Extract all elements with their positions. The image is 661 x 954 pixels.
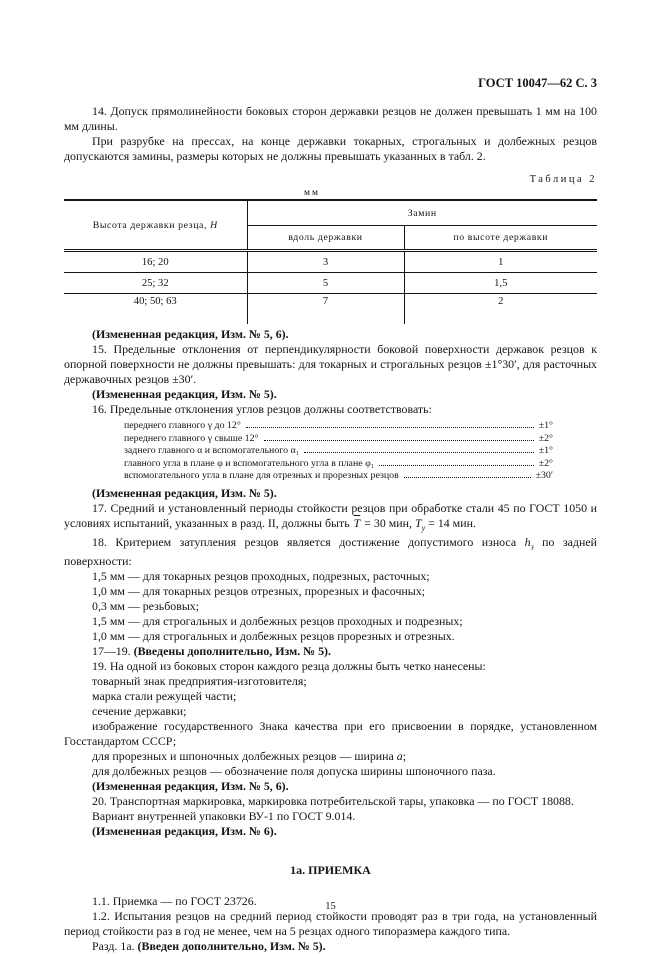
section-note-bold: (Введен дополнительно, Изм. № 5). — [137, 939, 326, 954]
tolerance-value: ±30′ — [535, 470, 553, 481]
table-row — [64, 273, 597, 294]
note-prefix: 17—19. — [92, 644, 134, 659]
table-col-header-height — [64, 200, 247, 251]
tolerance-list — [124, 420, 553, 483]
dot-leader — [379, 465, 533, 466]
paragraph-17 — [64, 501, 597, 535]
paragraph-20: 20. Транспортная маркировка, маркировка потребительской тары, упаковка — по ГОСТ 18088. — [92, 794, 574, 809]
paragraph-19: 19. На одной из боковых сторон каждого резца должны быть четко нанесены: — [92, 659, 486, 674]
marking-item: для долбежных резцов — обозначение поля допуска ширины шпоночного паза. — [92, 764, 496, 779]
paragraphs-17-19-note — [64, 644, 597, 659]
amendment-note: (Измененная редакция, Изм. № 6). — [92, 824, 277, 839]
t-set-base: T — [414, 515, 422, 530]
tolerance-label: главного угла в плане φ и вспомогательного угла в плане φ₁ — [124, 457, 375, 469]
table-unit-label: мм — [304, 188, 321, 198]
table-2 — [64, 199, 597, 324]
amendment-note: (Измененная редакция, Изм. № 5, 6). — [92, 779, 289, 794]
marking-item: марка стали режущей части; — [92, 689, 237, 704]
table-row — [64, 251, 597, 273]
paragraph-18-text: по задней поверхности: — [64, 534, 597, 569]
dot-leader — [304, 452, 534, 453]
table-subheader-along: вдоль державки — [247, 226, 404, 251]
tolerance-value: ±1° — [538, 420, 553, 431]
amendment-note: (Измененная редакция, Изм. № 5). — [92, 485, 277, 500]
tolerance-row — [124, 470, 553, 483]
cell-along: 7 — [247, 294, 404, 325]
wear-item: 1,0 мм — для строгальных и долбежных резцов прорезных и отрезных. — [92, 629, 455, 644]
tolerance-row — [124, 445, 553, 458]
tolerance-value: ±1° — [538, 445, 553, 456]
cell-along: 5 — [247, 273, 404, 294]
table-row — [64, 294, 597, 325]
col-header-symbol: Н — [210, 219, 218, 231]
page-number: 15 — [325, 901, 336, 912]
paragraph-16: 16. Предельные отклонения углов резцов должны соответствовать: — [92, 402, 432, 416]
paragraph-14-cont: При разрубке на прессах, на конце державки токарных, строгальных и долбежных резцов допускаются замины, размеры которых не должны превышать указанных в табл. 2. — [64, 134, 597, 163]
col-header-text: Высота державки резца, — [92, 219, 211, 231]
tolerance-label: переднего главного γ свыше 12° — [124, 432, 259, 444]
marking-item-text: ; — [402, 749, 407, 764]
wear-item: 1,5 мм — для токарных резцов проходных, подрезных, расточных; — [92, 569, 430, 584]
paragraph-1-2: 1.2. Испытания резцов на средний период стойкости проводят раз в три года, на установленный период стойкости раз в год не менее, чем на 5 резцах одного типоразмера каждого типа. — [64, 909, 597, 939]
note-bold: (Введены дополнительно, Изм. № 5). — [133, 644, 331, 659]
tolerance-label: заднего главного α и вспомогательного α₁ — [124, 445, 300, 456]
paragraph-17-text: = 14 мин. — [425, 515, 476, 530]
tolerance-label: вспомогательного угла в плане для отрезных и прорезных резцов — [124, 470, 399, 481]
table-group-header: Замин — [247, 200, 597, 226]
dot-leader — [246, 427, 534, 428]
tolerance-value: ±2° — [538, 457, 553, 469]
wear-item: 1,5 мм — для строгальных и долбежных резцов проходных и подрезных; — [92, 614, 463, 629]
tolerance-value: ±2° — [538, 432, 553, 444]
cell-along: 3 — [247, 251, 404, 273]
marking-item: товарный знак предприятия-изготовителя; — [92, 674, 307, 689]
wear-symbol — [524, 534, 534, 552]
paragraph-1-1: 1.1. Приемка — по ГОСТ 23726. — [92, 894, 257, 909]
cell-height-range: 40; 50; 63 — [64, 294, 247, 325]
section-title-acceptance: 1а. ПРИЕМКА — [290, 863, 371, 878]
marking-item: сечение державки; — [92, 704, 187, 719]
table-subheader-byheight: по высоте державки — [404, 226, 597, 251]
paragraph-17-text: = 30 мин, — [361, 515, 415, 530]
paragraph-17-text: 17. Средний и установленный периоды стойкости резцов при обработке стали 45 по ГОСТ 1050 и условиях испытаний, указанных в разд. II, должны быть — [64, 500, 597, 530]
t-mean-symbol: $\overline{T}$ — [353, 515, 361, 530]
tolerance-row — [124, 433, 553, 446]
page — [64, 0, 597, 954]
marking-item-width — [64, 749, 597, 764]
cell-height-range: 16; 20 — [141, 256, 169, 268]
tolerance-row — [124, 420, 553, 433]
cell-height-range: 25; 32 — [64, 273, 247, 294]
doc-reference: ГОСТ 10047—62 С. 3 — [478, 76, 597, 90]
cell-byheight: 1,5 — [404, 273, 597, 294]
amendment-note: (Измененная редакция, Изм. № 5). — [92, 387, 277, 401]
t-set-symbol — [415, 516, 425, 530]
paragraph-18 — [64, 535, 597, 569]
wear-base: h — [524, 534, 531, 549]
dot-leader — [404, 477, 531, 478]
tolerance-label: переднего главного γ до 12° — [124, 420, 241, 431]
paragraph-15: 15. Предельные отклонения от перпендикулярности боковой поверхности державок резцов к опорной поверхности не должны превышать: для токарных и строгальных резцов ±1°30′, для расточных державочных резцов ±30′. — [64, 342, 597, 386]
cell-byheight: 1 — [404, 251, 597, 273]
marking-item-quality-mark: изображение государственного Знака качества при его присвоении в порядке, установленном Госстандартом СССР; — [64, 719, 597, 749]
section-note — [64, 939, 597, 954]
dot-leader — [264, 440, 534, 441]
marking-item-text: для прорезных и шпоночных долбежных резцов — ширина — [92, 749, 397, 764]
wear-subscript: з — [530, 542, 534, 552]
table-caption: Таблица 2 — [529, 174, 597, 185]
paragraph-18-text: 18. Критерием затупления резцов является достижение допустимого износа — [92, 534, 525, 549]
paragraph-14: 14. Допуск прямолинейности боковых сторон державки резцов не должен превышать 1 мм на 100 мм длины. — [64, 104, 597, 133]
width-symbol: а — [396, 749, 403, 764]
t-set-subscript: у — [421, 522, 426, 532]
wear-item: 1,0 мм — для токарных резцов отрезных, прорезных и фасочных; — [92, 584, 426, 599]
cell-byheight: 2 — [404, 294, 597, 325]
amendment-note: (Измененная редакция, Изм. № 5, 6). — [92, 327, 289, 341]
paragraph-20-cont: Вариант внутренней упаковки ВУ-1 по ГОСТ 9.014. — [92, 809, 356, 824]
wear-item: 0,3 мм — резьбовых; — [92, 599, 200, 614]
tolerance-row — [124, 458, 553, 471]
section-note-prefix: Разд. 1а. — [92, 939, 138, 954]
